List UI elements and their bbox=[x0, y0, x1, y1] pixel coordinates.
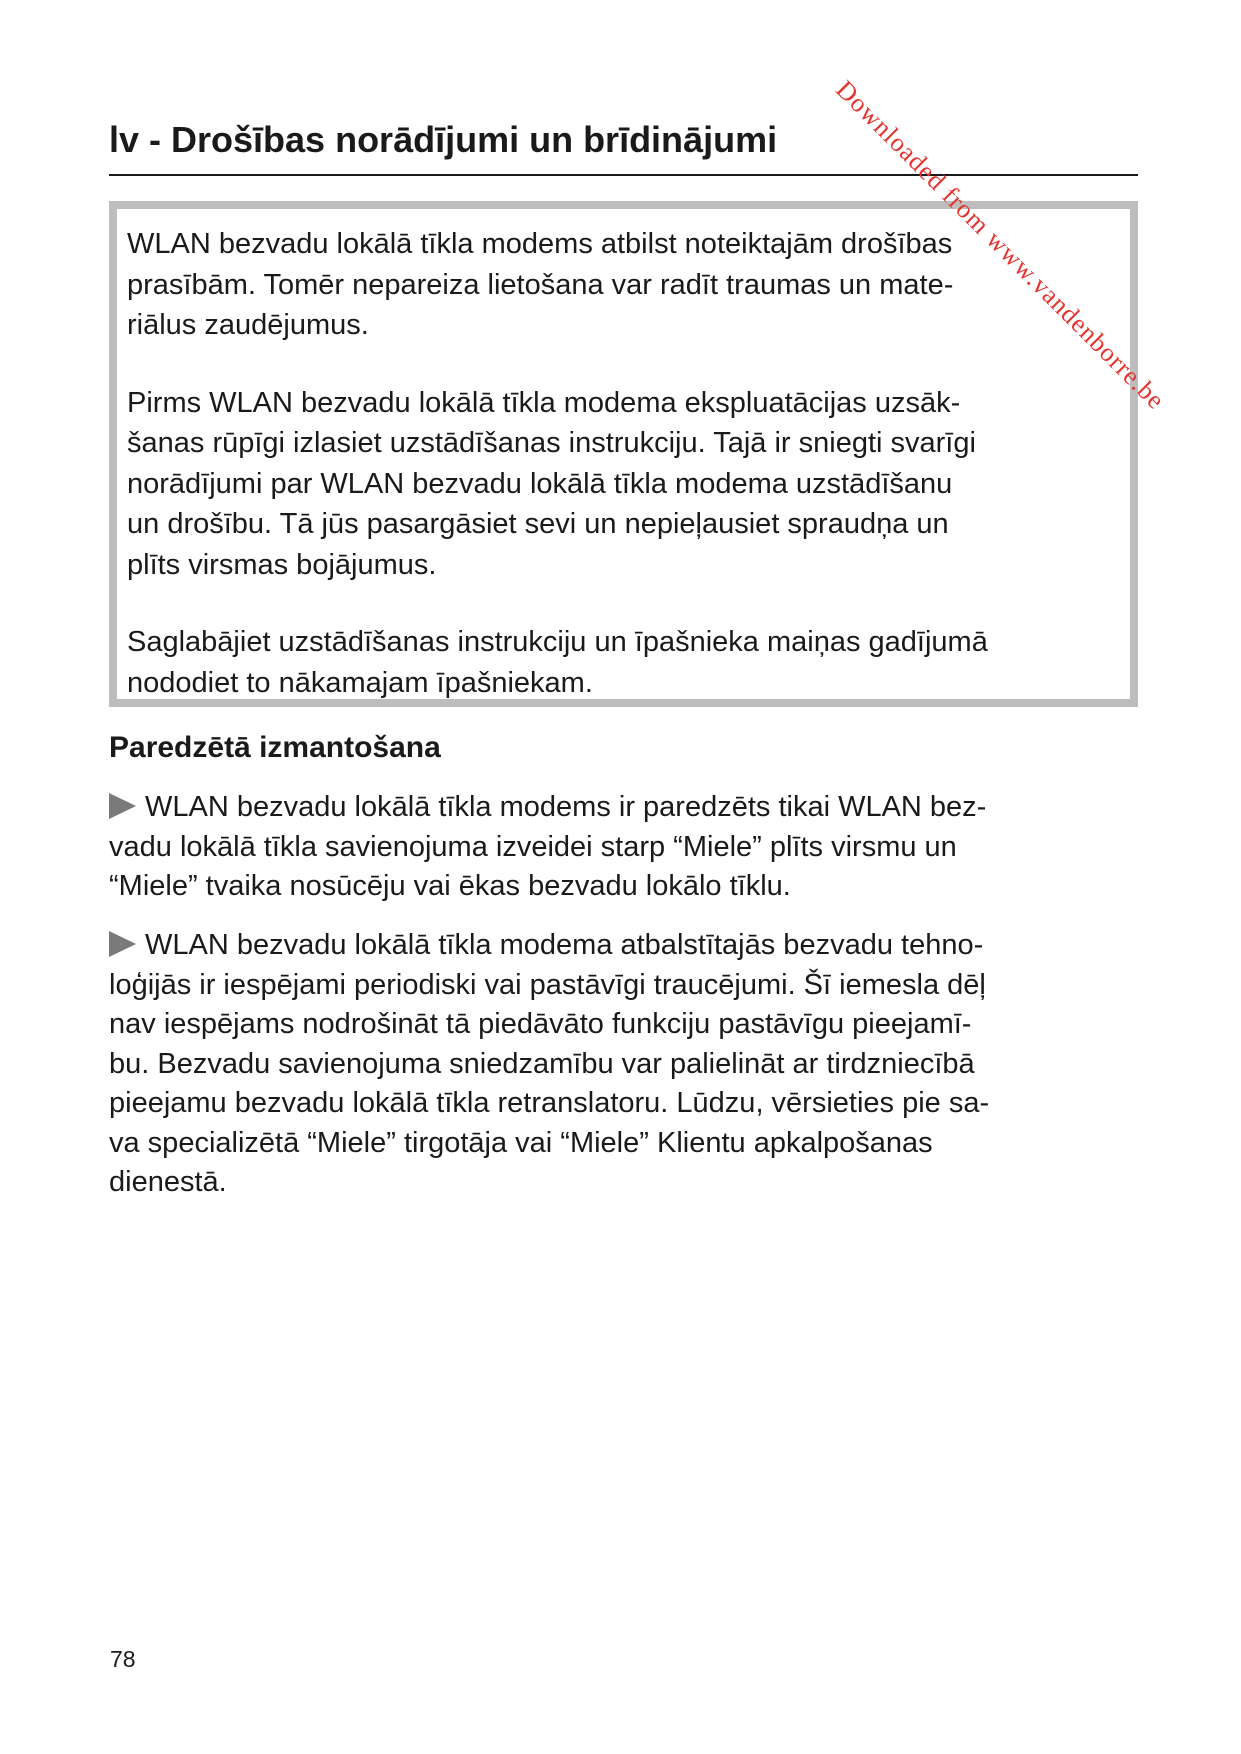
text-line: bu. Bezvadu savienojuma sniedzamību var palielināt ar tirdzniecībā bbox=[109, 1047, 975, 1080]
text-line: Pirms WLAN bezvadu lokālā tīkla modema ekspluatācijas uzsāk- bbox=[127, 386, 961, 419]
bullet-text: WLAN bezvadu lokālā tīkla modems ir paredzēts tikai WLAN bez- bbox=[145, 791, 987, 823]
text-line: šanas rūpīgi izlasiet uzstādīšanas instrukciju. Tajā ir sniegti svarīgi bbox=[127, 427, 976, 459]
title-divider bbox=[109, 174, 1138, 176]
bullet-text: WLAN bezvadu lokālā tīkla modema atbalstītajās bezvadu tehno- bbox=[145, 929, 984, 961]
text-line: loģijās ir iespējami periodiski vai pastāvīgi traucējumi. Šī iemesla dēļ bbox=[109, 968, 986, 1001]
triangle-right-icon bbox=[109, 793, 136, 819]
text-line: WLAN bezvadu lokālā tīkla modems atbilst noteiktajām drošības bbox=[127, 228, 953, 260]
warning-paragraph-2 bbox=[127, 383, 1120, 586]
triangle-right-icon bbox=[109, 931, 136, 957]
text-line: plīts virsmas bojājumus. bbox=[127, 548, 437, 581]
text-line: nododiet to nākamajam īpašniekam. bbox=[127, 666, 593, 699]
text-line: dienestā. bbox=[109, 1166, 227, 1198]
text-line: un drošību. Tā jūs pasargāsiet sevi un nepieļausiet spraudņa un bbox=[127, 508, 949, 540]
warning-paragraph-3 bbox=[127, 622, 1120, 703]
text-line bbox=[109, 926, 1149, 966]
page-title: lv - Drošības norādījumi un brīdinājumi bbox=[109, 119, 778, 160]
text-line: vadu lokālā tīkla savienojuma izveidei starp “Miele” plīts virsmu un bbox=[109, 830, 957, 863]
bullet-item-2 bbox=[109, 926, 1149, 1203]
page-number: 78 bbox=[110, 1646, 136, 1672]
bullet-item-1 bbox=[109, 788, 1149, 907]
text-line: Saglabājiet uzstādīšanas instrukciju un īpašnieka maiņas gadījumā bbox=[127, 626, 988, 658]
text-line: prasībām. Tomēr nepareiza lietošana var radīt traumas un mate- bbox=[127, 268, 954, 301]
download-watermark: Downloaded from www.vandenborre.be bbox=[830, 74, 1171, 416]
text-line: “Miele” tvaika nosūcēju vai ēkas bezvadu lokālo tīklu. bbox=[109, 870, 791, 902]
section-heading: Paredzētā izmantošana bbox=[109, 731, 441, 764]
safety-warning-box bbox=[109, 201, 1138, 707]
text-line: nav iespējams nodrošināt tā piedāvāto funkciju pastāvīgu pieejamī- bbox=[109, 1008, 972, 1040]
text-line: norādījumi par WLAN bezvadu lokālā tīkla modema uzstādīšanu bbox=[127, 467, 953, 500]
warning-paragraph-1 bbox=[127, 224, 1120, 346]
text-line: pieejamu bezvadu lokālā tīkla retranslatoru. Lūdzu, vērsieties pie sa- bbox=[109, 1087, 990, 1119]
text-line bbox=[109, 788, 1149, 828]
text-line: va specializētā “Miele” tirgotāja vai “Miele” Klientu apkalpošanas bbox=[109, 1126, 933, 1159]
text-line: riālus zaudējumus. bbox=[127, 309, 369, 341]
